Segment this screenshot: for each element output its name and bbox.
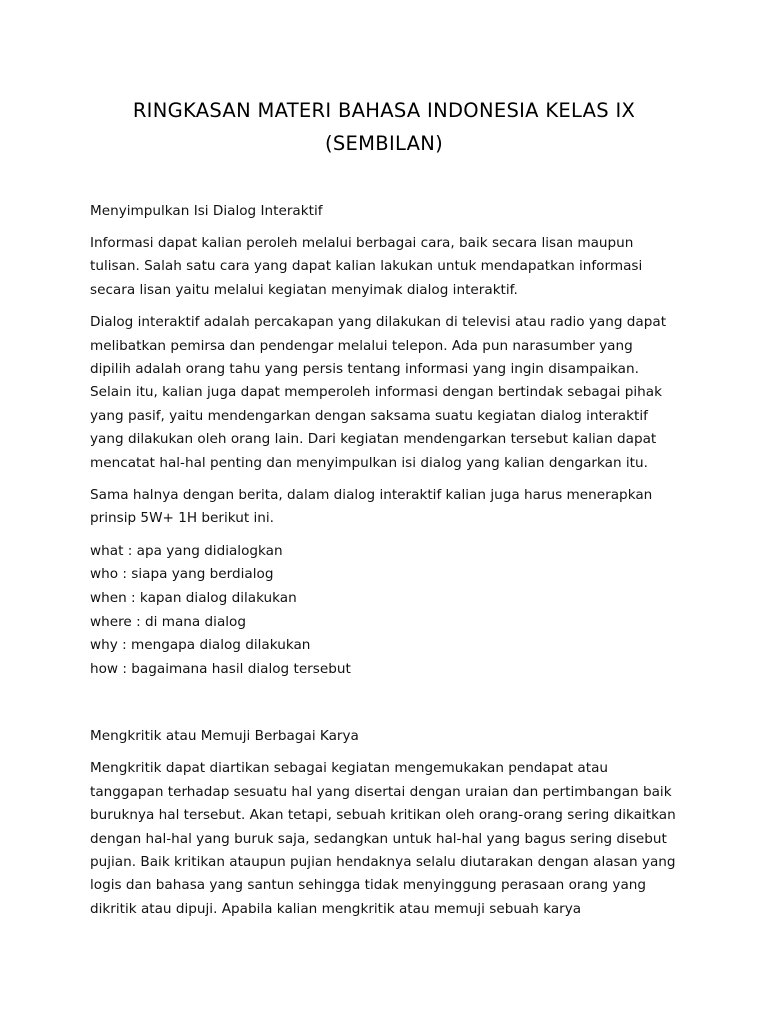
list-item: who : siapa yang berdialog <box>90 566 274 583</box>
list-item: how : bagaimana hasil dialog tersebut <box>90 660 351 677</box>
title-line-2: (SEMBILAN) <box>324 132 444 155</box>
list-item: when : kapan dialog dilakukan <box>90 590 297 607</box>
paragraph: Informasi dapat kalian peroleh melalui berbagai cara, baik secara lisan maupun tulisan. Salah satu cara yang dapat kalian lakukan untuk mendapatkan informasi secara lisan yaitu melalui kegiatan menyimak dialog interaktif. <box>90 235 643 298</box>
title-line-1: RINGKASAN MATERI BAHASA INDONESIA KELAS IX <box>132 99 636 122</box>
list-item: what : apa yang didialogkan <box>90 542 283 559</box>
5w1h-list <box>90 540 678 682</box>
list-item: why : mengapa dialog dilakukan <box>90 637 311 654</box>
list-item: where : di mana dialog <box>90 613 246 630</box>
paragraph: Mengkritik dapat diartikan sebagai kegiatan mengemukakan pendapat atau tanggapan terhadap sesuatu hal yang disertai dengan uraian dan pertimbangan baik buruknya hal tersebut. Akan tetapi, sebuah kritikan oleh orang-orang sering dikaitkan dengan hal-hal yang buruk saja, sedangkan untuk hal-hal yang bagus sering disebut pujian. Baik kritikan ataupun pujian hendaknya selalu diutarakan dengan alasan yang logis dan bahasa yang santun sehingga tidak menyinggung perasaan orang yang dikritik atau dipuji. Apabila kalian mengkritik atau memuji sebuah karya <box>90 760 676 917</box>
section-heading: Menyimpulkan Isi Dialog Interaktif <box>90 203 323 219</box>
paragraph: Sama halnya dengan berita, dalam dialog interaktif kalian juga harus menerapkan prinsip 5W+ 1H berikut ini. <box>90 487 653 527</box>
paragraph: Dialog interaktif adalah percakapan yang dilakukan di televisi atau radio yang dapat melibatkan pemirsa dan pendengar melalui telepon. Ada pun narasumber yang dipilih adalah orang tahu yang persis tentang informasi yang ingin disampaikan. Selain itu, kalian juga dapat memperoleh informasi dengan bertindak sebagai pihak yang pasif, yaitu mendengarkan dengan saksama suatu kegiatan dialog interaktif yang dilakukan oleh orang lain. Dari kegiatan mendengarkan tersebut kalian dapat mencatat hal-hal penting dan menyimpulkan isi dialog yang kalian dengarkan itu. <box>90 314 667 471</box>
section-dialog-interaktif <box>90 200 678 681</box>
section-mengkritik-memuji <box>90 725 678 921</box>
section-heading: Mengkritik atau Memuji Berbagai Karya <box>90 728 359 745</box>
document-title <box>90 0 678 160</box>
